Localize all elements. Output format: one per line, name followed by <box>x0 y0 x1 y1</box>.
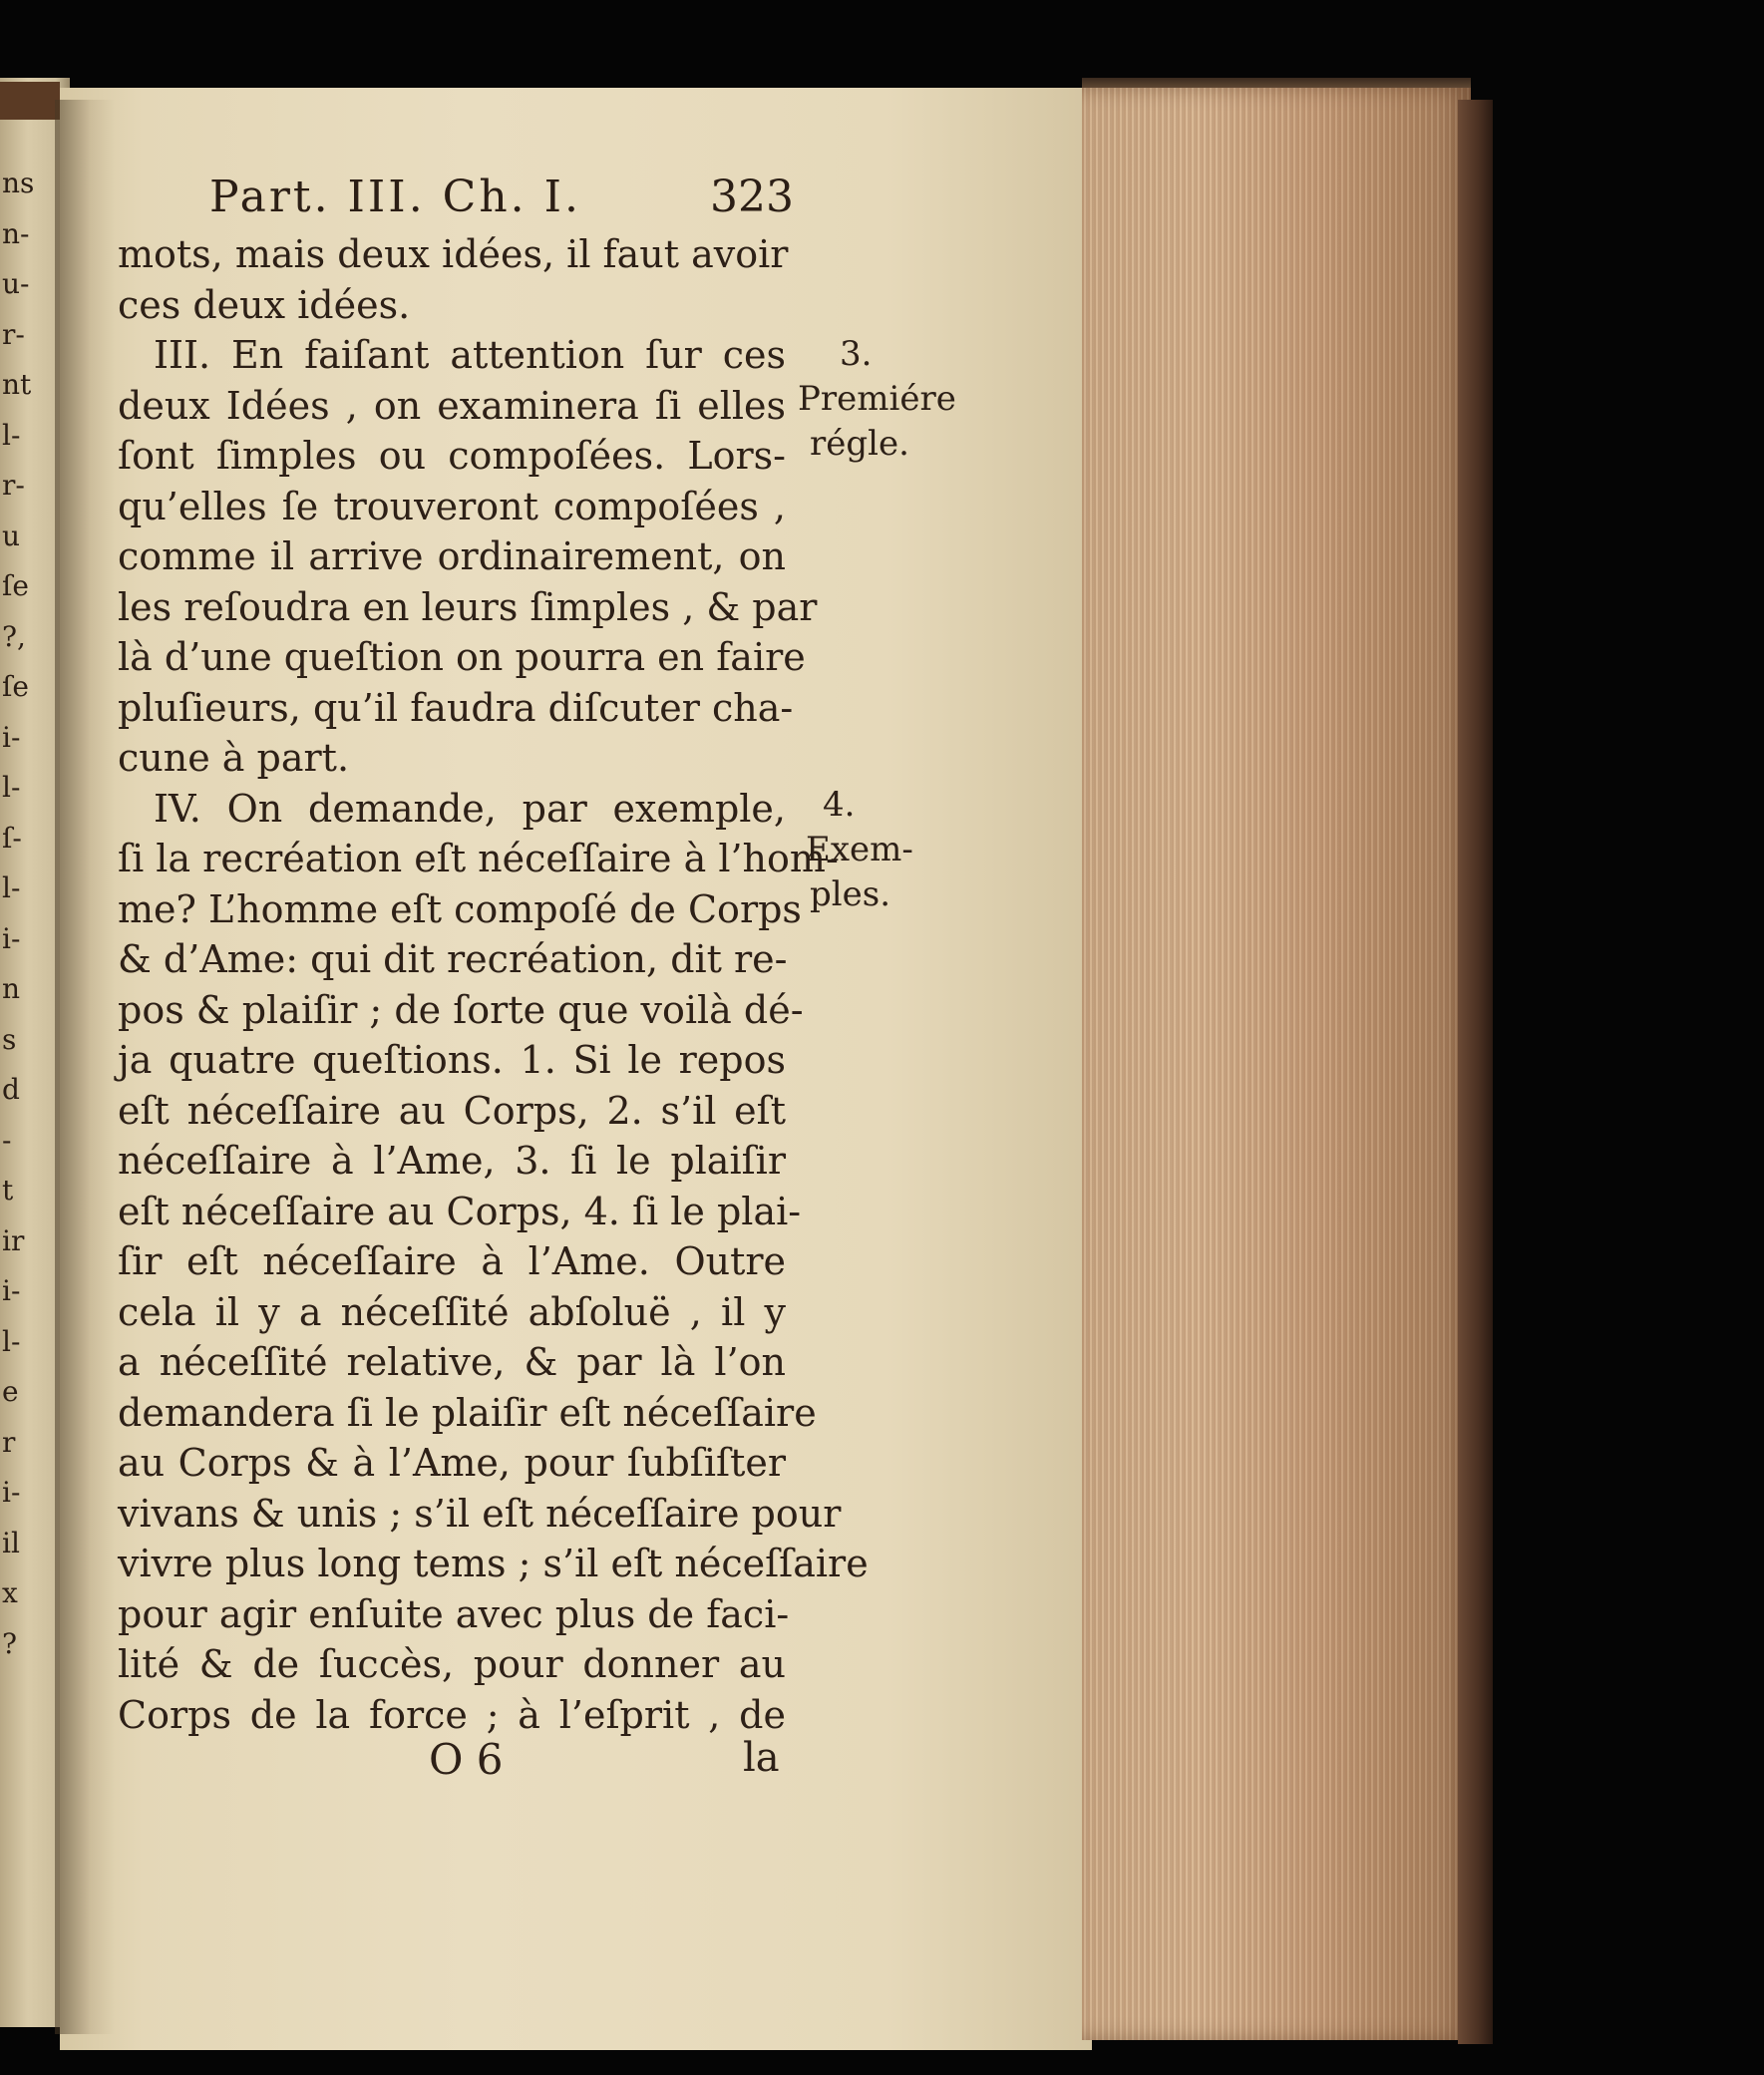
text-line: ces deux idées. <box>118 282 411 327</box>
text-line: comme il arrive ordinairement, on <box>118 534 786 578</box>
margin-note: Exem- <box>806 830 913 869</box>
page-number: 323 <box>710 172 794 222</box>
left-page-fragment: n- <box>2 216 30 250</box>
text-line: néceſſaire à l’Ame, 3. ſi le plaiſir <box>118 1139 786 1183</box>
margin-note: ples. <box>810 874 891 914</box>
left-page-fragment: l- <box>2 418 21 452</box>
margin-note-number: 3. <box>840 334 873 374</box>
left-page-fragment: ſe <box>2 670 29 703</box>
text-line: Corps de la force ; à l’eſprit , de <box>118 1692 786 1737</box>
left-page-fragment: e <box>2 1375 19 1408</box>
left-page-fragment: ſe <box>2 569 29 602</box>
left-page-fragment: ? <box>2 1626 18 1660</box>
left-page-fragment: l- <box>2 771 21 804</box>
left-page-fragment: i- <box>2 720 21 754</box>
left-page-fragment: i- <box>2 1274 21 1307</box>
gutter-shadow <box>55 100 115 2034</box>
text-line: ſi la recréation eſt néceſſaire à l’hom- <box>118 837 839 880</box>
text-line: pour agir enſuite avec plus de faci- <box>118 1591 790 1636</box>
text-line: IV. On demande, par exemple, <box>154 786 786 831</box>
left-page-fragment: ir <box>2 1223 25 1257</box>
text-line: ſont ſimples ou compoſées. Lors- <box>118 434 786 478</box>
margin-note-number: 4. <box>823 785 856 825</box>
text-line: cela il y a néceſſité abſoluë , il y <box>118 1289 786 1334</box>
text-line: les reſoudra en leurs ſimples , & par <box>118 584 818 629</box>
left-page-fragment: ?, <box>2 619 26 653</box>
text-line: III. En faiſant attention ſur ces <box>154 333 786 377</box>
catchword: la <box>743 1735 780 1781</box>
text-line: pluſieurs, qu’il faudra diſcuter cha- <box>118 685 794 730</box>
text-line: a néceſſité relative, & par là l’on <box>118 1340 786 1384</box>
margin-note: Premiére <box>798 379 956 419</box>
text-line: me? L’homme eſt compoſé de Corps <box>118 886 802 931</box>
text-line: eſt néceſſaire au Corps, 4. ſi le plai- <box>118 1189 802 1233</box>
left-page-fragment: il <box>2 1526 20 1559</box>
left-page-fragment: s <box>2 1022 17 1056</box>
text-line: deux Idées , on examinera ſi elles <box>118 383 786 428</box>
left-page-fragment: u- <box>2 267 30 300</box>
left-page-fragment: ſ- <box>2 821 22 855</box>
left-cover <box>0 82 60 120</box>
left-page-fragment: l- <box>2 1324 21 1358</box>
text-line: cune à part. <box>118 736 350 780</box>
left-page-fragment: r- <box>2 317 25 351</box>
left-page-fragment: u <box>2 519 21 552</box>
text-line: vivans & unis ; s’il eſt néceſſaire pour <box>118 1491 842 1536</box>
left-page-fragment: nt <box>2 368 32 401</box>
text-line: pos & plaiſir ; de ſorte que voilà dé- <box>118 987 804 1032</box>
left-page-fragment: t <box>2 1174 14 1207</box>
margin-note: régle. <box>810 424 909 464</box>
left-page-fragment: - <box>2 1123 12 1157</box>
left-page-fragment: r- <box>2 469 25 502</box>
page-fore-edge <box>1082 88 1471 2040</box>
left-page-fragment: x <box>2 1576 18 1609</box>
back-cover-edge <box>1458 100 1493 2044</box>
text-line: lité & de ſuccès, pour donner au <box>118 1642 786 1686</box>
text-line: qu’elles ſe trouveront compoſées , <box>118 484 786 528</box>
text-line: mots, mais deux idées, il faut avoir <box>118 232 789 276</box>
left-page-fragment: n <box>2 972 21 1005</box>
left-page-fragment: i- <box>2 921 21 955</box>
text-line: au Corps & à l’Ame, pour ſubſiſter <box>118 1441 786 1485</box>
running-head: Part. III. Ch. I. <box>209 172 582 222</box>
left-page-fragment: d <box>2 1073 20 1106</box>
text-line: eſt néceſſaire au Corps, 2. s’il eſt <box>118 1088 786 1133</box>
left-page-fragment: l- <box>2 871 21 904</box>
text-line: ja quatre queſtions. 1. Si le repos <box>118 1038 786 1082</box>
text-line: ſir eſt néceſſaire à l’Ame. Outre <box>118 1239 786 1283</box>
left-page-fragment: ns <box>2 167 35 199</box>
text-line: vivre plus long tems ; s’il eſt néceſſaire <box>118 1542 869 1585</box>
text-line: demandera ſi le plaiſir eſt néceſſaire <box>118 1390 817 1435</box>
text-line: là d’une queſtion on pourra en faire <box>118 635 806 679</box>
left-page-fragment: r <box>2 1425 16 1459</box>
signature-mark: O 6 <box>429 1735 504 1784</box>
left-page-fragment: i- <box>2 1476 21 1509</box>
text-line: & d’Ame: qui dit recréation, dit re- <box>118 937 788 981</box>
